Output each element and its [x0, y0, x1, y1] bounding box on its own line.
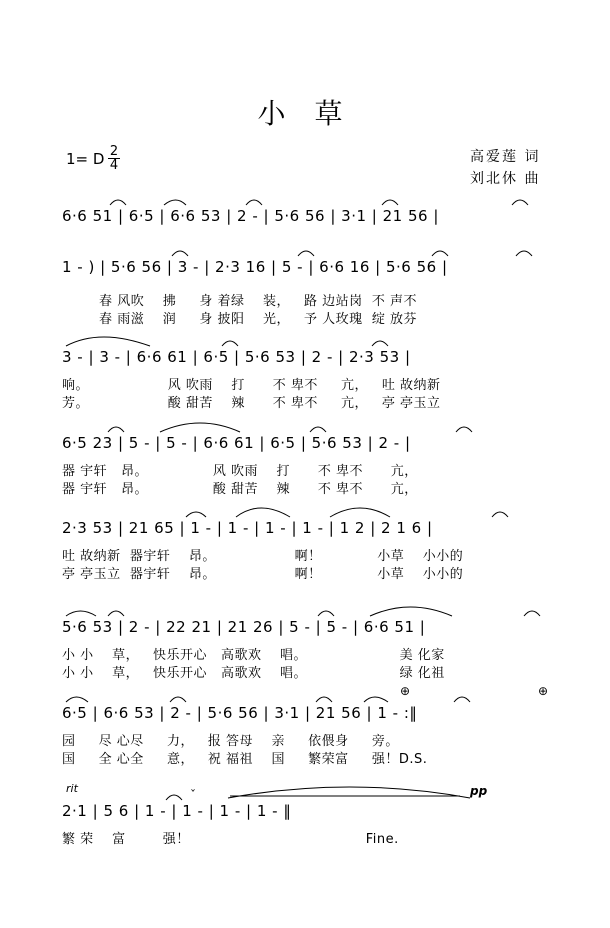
score-system-7 — [0, 684, 610, 784]
notation-line: 6·5 | 6·6 53 | 2 - | 5·6 56 | 3·1 | 21 56 | 1 - :‖ — [62, 704, 418, 722]
time-signature-top: 2 — [109, 144, 119, 159]
notation-line: 1 - ) | 5·6 56 | 3 - | 2·3 16 | 5 - | 6·6 16 | 5·6 56 | — [62, 258, 448, 276]
lyrics-verse-1: 小 小 草， 快乐开心 高歌欢 唱。 美 化家 — [62, 648, 445, 663]
pianissimo-mark: pp — [470, 784, 488, 798]
lyrics-verse-1: 吐 故纳新 器宇轩 昂。 啊！ 小草 小小的 — [62, 549, 464, 564]
slur-marks — [0, 416, 610, 434]
lyrics-verse-2: 春 雨滋 润 身 披阳 光， 予 人玫瑰 绽 放芬 — [62, 312, 417, 327]
notation-line: 3 - | 3 - | 6·6 61 | 6·5 | 5·6 53 | 2 - | 2·3 53 | — [62, 348, 411, 366]
slur-marks — [0, 501, 610, 519]
ritardando-mark: rit — [66, 782, 78, 795]
segno-sign-icon: ⊕ — [538, 684, 549, 698]
score-system-5 — [0, 519, 610, 599]
lyrics-verse-1: 响。 风 吹雨 打 不 卑不 亢， 吐 故纳新 — [62, 378, 441, 393]
lyrics-verse-2: 小 小 草， 快乐开心 高歌欢 唱。 绿 化祖 — [62, 666, 445, 681]
slur-marks — [0, 240, 610, 258]
slur-marks — [0, 189, 610, 207]
lyrics-verse-1: 繁 荣 富 强！ Fine. — [62, 832, 399, 847]
lyrics-verse-1: 器 宇轩 昂。 风 吹雨 打 不 卑不 亢， — [62, 464, 418, 479]
lyrics-verse-2: 亭 亭玉立 器宇轩 昂。 啊！ 小草 小小的 — [62, 567, 464, 582]
notation-line: 5·6 53 | 2 - | 22 21 | 21 26 | 5 - | 5 - | 6·6 51 | — [62, 618, 426, 636]
notation-line: 6·6 51 | 6·5 | 6·6 53 | 2 - | 5·6 56 | 3·1 | 21 56 | — [62, 207, 439, 225]
notation-line: 6·5 23 | 5 - | 5 - | 6·6 61 | 6·5 | 5·6 53 | 2 - | — [62, 434, 411, 452]
slur-marks — [0, 600, 610, 618]
song-title: 小 草 — [257, 97, 353, 130]
lyrics-verse-1: 春 风吹 拂 身 着绿 装， 路 边站岗 不 声不 — [62, 294, 417, 309]
time-signature — [107, 145, 121, 172]
slur-marks — [0, 686, 610, 704]
notation-line: 2·1 | 5 6 | 1 - | 1 - | 1 - | 1 - ‖ — [62, 802, 292, 820]
lyrics-verse-2: 芳。 酸 甜苦 辣 不 卑不 亢， 亭 亭玉立 — [62, 396, 441, 411]
lyrics-verse-1: 园 尽 心尽 力， 报 答母 亲 依偎身 旁。 — [62, 734, 399, 749]
time-signature-bottom: 4 — [109, 158, 119, 173]
lyrics-verse-2: 国 全 心全 意， 祝 福祖 国 繁荣富 强！D.S. — [62, 752, 428, 767]
lyrics-verse-2: 器 宇轩 昂。 酸 甜苦 辣 不 卑不 亢， — [62, 482, 418, 497]
notation-line: 2·3 53 | 21 65 | 1 - | 1 - | 1 - | 1 - | 1 2 | 2 1 6 | — [62, 519, 433, 537]
segno-sign-icon: ⊕ — [400, 684, 411, 698]
breath-mark-icon: ˇ — [190, 788, 196, 802]
slur-marks — [0, 784, 610, 802]
lyricist-credit: 高爱莲 词 — [470, 149, 541, 165]
composer-credit: 刘北休 曲 — [470, 171, 541, 187]
score-system-2 — [0, 258, 610, 338]
slur-marks — [0, 330, 610, 348]
key-signature: 1= D — [66, 150, 105, 168]
